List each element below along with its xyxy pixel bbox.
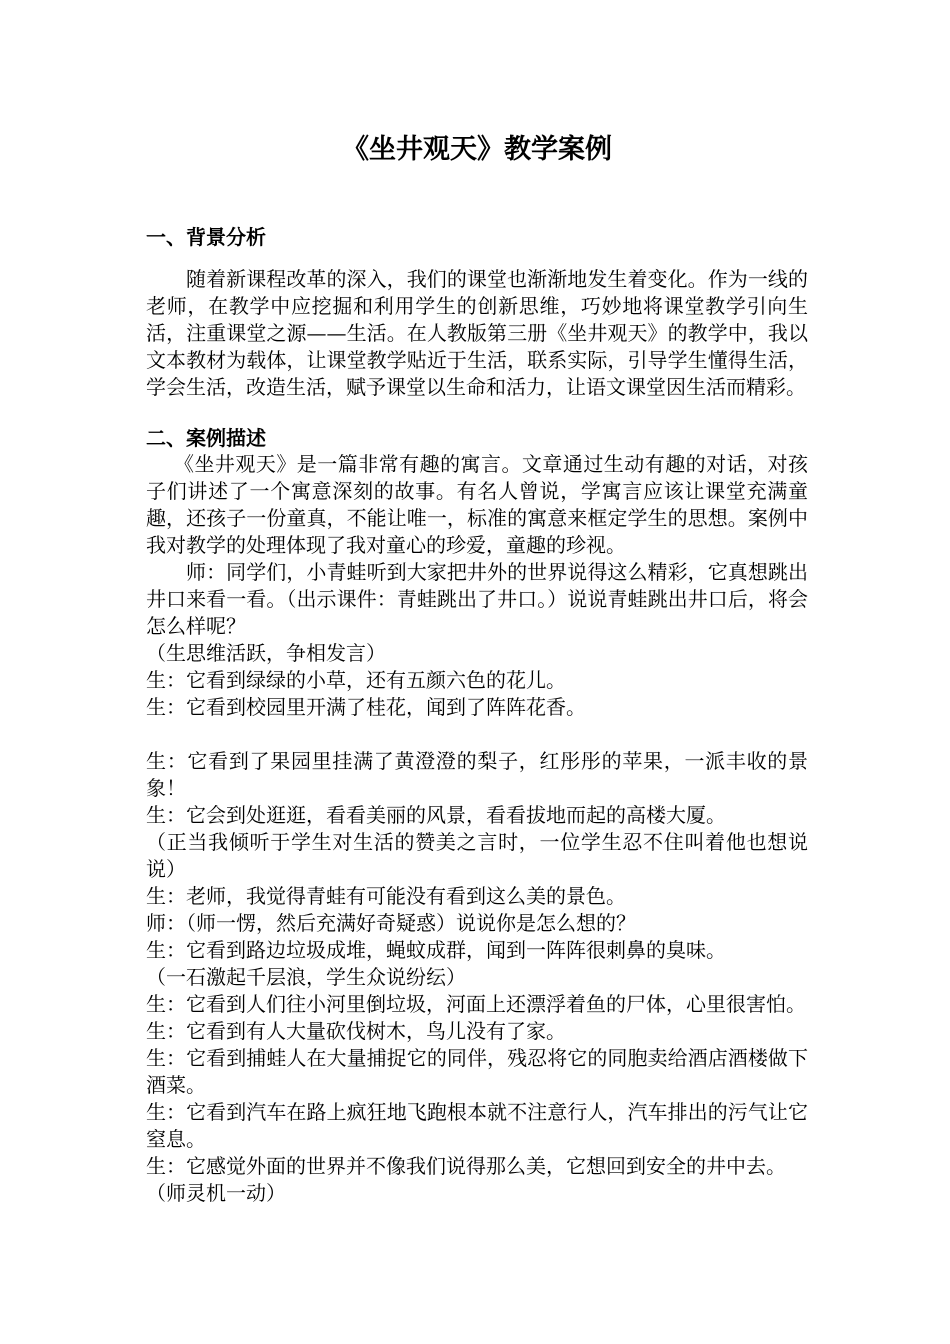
document-title: 《坐井观天》教学案例 — [342, 134, 612, 165]
case-description-body — [146, 451, 808, 1207]
dialogue-line: 生：它看到人们往小河里倒垃圾，河面上还漂浮着鱼的尸体，心里很害怕。 — [146, 992, 806, 1016]
dialogue-line: 师：（师一愣，然后充满好奇疑惑）说说你是怎么想的？ — [146, 911, 636, 935]
dialogue-line: 生：它看到校园里开满了桂花，闻到了阵阵花香。 — [146, 695, 586, 719]
teacher-question-paragraph: 师：同学们，小青蛙听到大家把井外的世界说得这么精彩，它真想跳出井口来看一看。（出示课件：青蛙跳出了井口。）说说青蛙跳出井口后，将会怎么样呢？ — [146, 560, 808, 638]
section-heading-background: 一、背景分析 — [146, 225, 266, 249]
dialogue-line: （师灵机一动） — [146, 1181, 286, 1205]
dialogue-line: 生：它看到路边垃圾成堆，蝇蚊成群，闻到一阵阵很刺鼻的臭味。 — [146, 938, 726, 962]
case-intro-paragraph: 《坐井观天》是一篇非常有趣的寓言。文章通过生动有趣的对话，对孩子们讲述了一个寓意深刻的故事。有名人曾说，学寓言应该让课堂充满童趣，还孩子一份童真，不能让唯一，标准的寓意来框定学生的思想。案例中我对教学的处理体现了我对童心的珍爱，童趣的珍视。 — [146, 452, 808, 557]
dialogue-line: 生：它看到捕蛙人在大量捕捉它的同伴，残忍将它的同胞卖给酒店酒楼做下酒菜。 — [146, 1046, 808, 1097]
dialogue-line: （一石激起千层浪，学生众说纷纭） — [146, 965, 466, 989]
dialogue-line: （正当我倾听于学生对生活的赞美之言时，一位学生忍不住叫着他也想说说） — [146, 830, 808, 881]
dialogue-line: 生：它看到汽车在路上疯狂地飞跑根本就不注意行人，汽车排出的污气让它窒息。 — [146, 1100, 808, 1151]
dialogue-line: 生：它看到了果园里挂满了黄澄澄的梨子，红彤彤的苹果，一派丰收的景象！ — [146, 749, 808, 800]
dialogue-line: 生：老师，我觉得青蛙有可能没有看到这么美的景色。 — [146, 884, 626, 908]
background-paragraph: 随着新课程改革的深入，我们的课堂也渐渐地发生着变化。作为一线的老师，在教学中应挖掘和利用学生的创新思维，巧妙地将课堂教学引向生活，注重课堂之源——生活。在人教版第三册《坐井观天》的教学中，我以文本教材为载体，让课堂教学贴近于生活，联系实际，引导学生懂得生活，学会生活，改造生活，赋予课堂以生命和活力，让语文课堂因生活而精彩。 — [146, 267, 808, 399]
dialogue-line: 生：它会到处逛逛，看看美丽的风景，看看拔地而起的高楼大厦。 — [146, 803, 726, 827]
section-heading-case: 二、案例描述 — [146, 426, 266, 450]
dialogue-line: 生：它看到绿绿的小草，还有五颜六色的花儿。 — [146, 668, 566, 692]
blank-line — [146, 721, 808, 748]
dialogue-line: （生思维活跃，争相发言） — [146, 641, 386, 665]
dialogue-line: 生：它感觉外面的世界并不像我们说得那么美，它想回到安全的井中去。 — [146, 1154, 786, 1178]
dialogue-line: 生：它看到有人大量砍伐树木，鸟儿没有了家。 — [146, 1019, 566, 1043]
